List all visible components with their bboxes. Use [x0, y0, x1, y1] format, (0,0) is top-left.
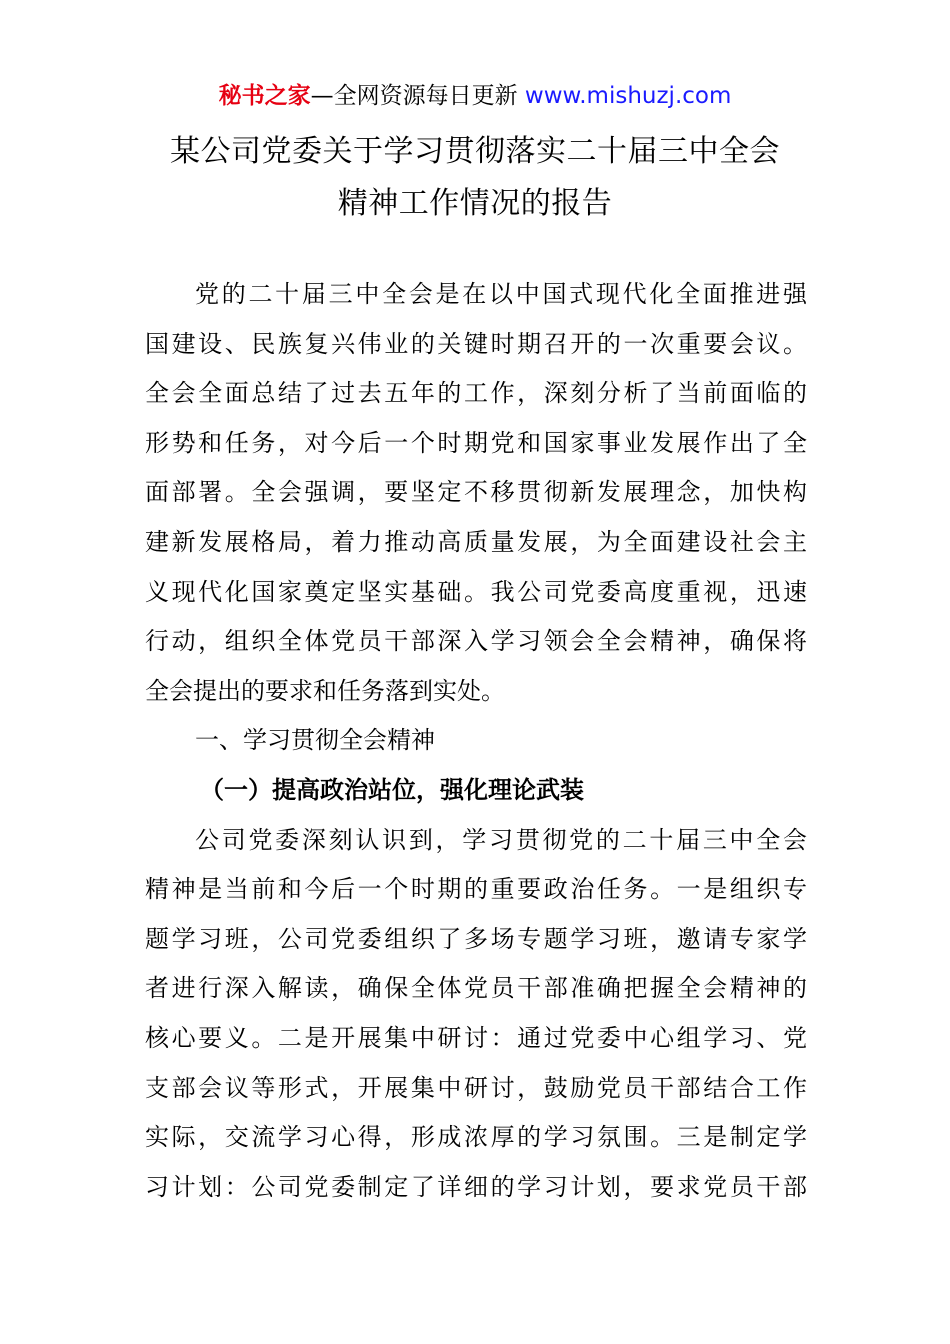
paragraph-line: 题学习班，公司党委组织了多场专题学习班，邀请专家学 — [145, 924, 807, 953]
paragraph-line: 习计划：公司党委制定了详细的学习计划，要求党员干部 — [145, 1172, 807, 1201]
section-heading: 一、学习贯彻全会精神 — [195, 726, 435, 755]
paragraph-line: 公司党委深刻认识到，学习贯彻党的二十届三中全会 — [195, 825, 807, 854]
paragraph-line: 核心要义。二是开展集中研讨：通过党委中心组学习、党 — [145, 1023, 807, 1052]
paragraph-line: 支部会议等形式，开展集中研讨，鼓励党员干部结合工作 — [145, 1073, 807, 1102]
site-header — [0, 80, 950, 112]
intro-line: 国建设、民族复兴伟业的关键时期召开的一次重要会议。 — [145, 329, 807, 358]
intro-line: 党的二十届三中全会是在以中国式现代化全面推进强 — [195, 280, 807, 308]
document-title-line-2: 精神工作情况的报告 — [337, 186, 613, 221]
paragraph-line: 者进行深入解读，确保全体党员干部准确把握全会精神的 — [145, 974, 807, 1003]
intro-line: 全会提出的要求和任务落到实处。 — [145, 676, 505, 705]
intro-line: 面部署。全会强调，要坚定不移贯彻新发展理念，加快构 — [145, 478, 807, 507]
intro-line: 全会全面总结了过去五年的工作，深刻分析了当前面临的 — [145, 379, 807, 408]
document-body — [145, 270, 807, 1212]
header-tagline: —全网资源每日更新 — [310, 83, 525, 109]
intro-line: 建新发展格局，着力推动高质量发展，为全面建设社会主 — [145, 527, 807, 556]
site-url-link[interactable]: www.mishuzj.com — [524, 83, 732, 109]
section-subheading: （一）提高政治站位，强化理论武装 — [200, 775, 584, 804]
paragraph-line: 实际，交流学习心得，形成浓厚的学习氛围。三是制定学 — [145, 1123, 807, 1152]
intro-line: 行动，组织全体党员干部深入学习领会全会精神，确保将 — [145, 627, 807, 656]
document-title-line-1: 某公司党委关于学习贯彻落实二十届三中全会 — [170, 134, 780, 169]
brand-name: 秘书之家 — [218, 83, 311, 109]
paragraph-line: 精神是当前和今后一个时期的重要政治任务。一是组织专 — [145, 875, 807, 904]
intro-line: 形势和任务，对今后一个时期党和国家事业发展作出了全 — [145, 428, 807, 457]
intro-line: 义现代化国家奠定坚实基础。我公司党委高度重视，迅速 — [145, 577, 807, 606]
